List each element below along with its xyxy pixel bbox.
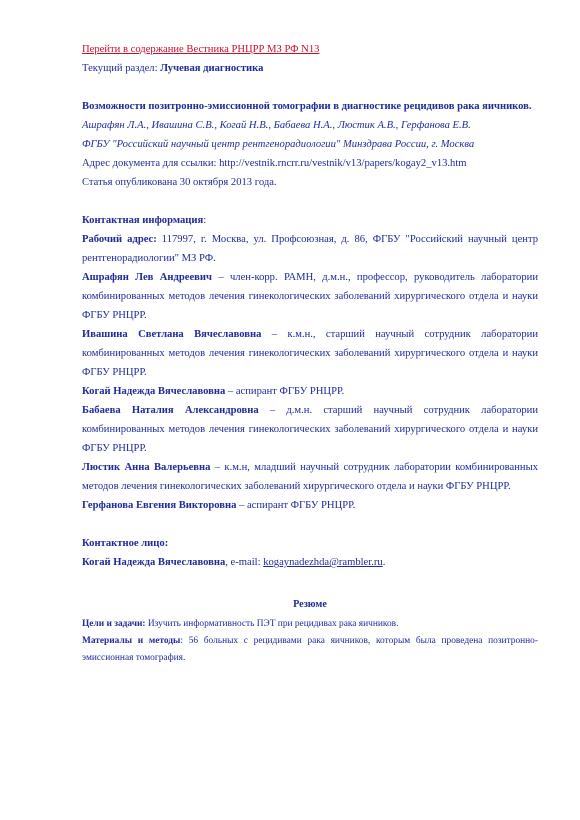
author-name: Герфанова Евгения Викторовна xyxy=(82,500,237,511)
author-description: – член-корр. РАМН, д.м.н., профессор, руководитель лаборатории комбинированных методов лечения гинекологических заболеваний хирургического отдела и науки ФГБУ РНЦРР. xyxy=(82,272,538,321)
email-end: . xyxy=(382,557,386,568)
contact-info-heading xyxy=(82,211,538,230)
email-label: , e-mail: xyxy=(225,557,264,568)
author-description: – к.м.н, младший научный сотрудник лаборатории комбинированных методов лечения гинекологических заболеваний хирургического отдела и науки ФГБУ РНЦРР. xyxy=(82,462,538,492)
current-section xyxy=(82,59,538,78)
article-authors: Ашрафян Л.А., Ивашина С.В., Когай Н.В., Бабаева Н.А., Люстик А.В., Герфанова Е.В. xyxy=(82,120,471,131)
author-description: – аспирант ФГБУ РНЦРР. xyxy=(236,500,356,511)
author-name: Люстик Анна Валерьевна xyxy=(82,462,211,473)
address-label: Адрес документа для ссылки: xyxy=(82,158,220,169)
contact-person xyxy=(82,553,538,572)
goals-label: Цели и задачи: xyxy=(82,619,146,629)
article-institution: ФГБУ "Российский научный центр рентгенорадиологии" Минздрава России, г. Москва xyxy=(82,139,475,150)
contact-person-name: Когай Надежда Вячеславовна xyxy=(82,557,226,568)
author-name: Бабаева Наталия Александровна xyxy=(82,405,259,416)
journal-contents-link[interactable]: Перейти в содержание Вестника РНЦРР МЗ РФ N13 xyxy=(82,44,320,55)
work-address-label: Рабочий адрес: xyxy=(82,234,157,245)
author-entry xyxy=(82,325,538,382)
address-url[interactable]: http://vestnik.rncrr.ru/vestnik/v13/papers/kogay2_v13.htm xyxy=(219,158,467,169)
author-entry xyxy=(82,382,538,401)
author-entry xyxy=(82,496,538,515)
document-page xyxy=(82,40,538,667)
author-description: – д.м.н. старший научный сотрудник лаборатории комбинированных методов лечения гинекологических заболеваний хирургического отдела и науки ФГБУ РНЦРР. xyxy=(82,405,538,454)
author-name: Когай Надежда Вячеславовна xyxy=(82,386,226,397)
author-name: Ашрафян Лев Андреевич xyxy=(82,272,212,283)
resume-methods xyxy=(82,633,538,667)
email-link[interactable]: kogaynadezhda@rambler.ru xyxy=(263,557,383,568)
contact-person-heading: Контактное лицо: xyxy=(82,538,169,549)
author-entry xyxy=(82,401,538,458)
work-address xyxy=(82,230,538,268)
work-address-text: 117997, г. Москва, ул. Профсоюзная, д. 86, ФГБУ "Российский научный центр рентгенорадиологии" МЗ РФ. xyxy=(82,234,538,264)
methods-label: Материалы и методы xyxy=(82,636,181,646)
goals-text: Изучить информативность ПЭТ при рецидивах рака яичников. xyxy=(145,619,399,629)
methods-text: : 56 больных с рецидивами рака яичников, которым была проведена позитронно-эмиссионная томография. xyxy=(82,636,538,663)
resume-goals xyxy=(82,616,538,633)
section-label: Текущий раздел: xyxy=(82,63,161,74)
author-entry xyxy=(82,458,538,496)
section-value: Лучевая диагностика xyxy=(160,63,264,74)
contact-heading-colon: : xyxy=(203,215,207,226)
document-address xyxy=(82,154,538,173)
article-title: Возможности позитронно-эмиссионной томографии в диагностике рецидивов рака яичников. xyxy=(82,101,532,112)
contact-heading-text: Контактная информация xyxy=(82,215,204,226)
author-entry xyxy=(82,268,538,325)
author-name: Ивашина Светлана Вячеславовна xyxy=(82,329,262,340)
publication-date: Статья опубликована 30 октября 2013 года. xyxy=(82,177,277,188)
author-description: – к.м.н., старший научный сотрудник лаборатории комбинированных методов лечения гинекологических заболеваний хирургического отдела и науки ФГБУ РНЦРР. xyxy=(82,329,538,378)
author-description: – аспирант ФГБУ РНЦРР. xyxy=(225,386,345,397)
resume-heading: Резюме xyxy=(293,599,327,610)
